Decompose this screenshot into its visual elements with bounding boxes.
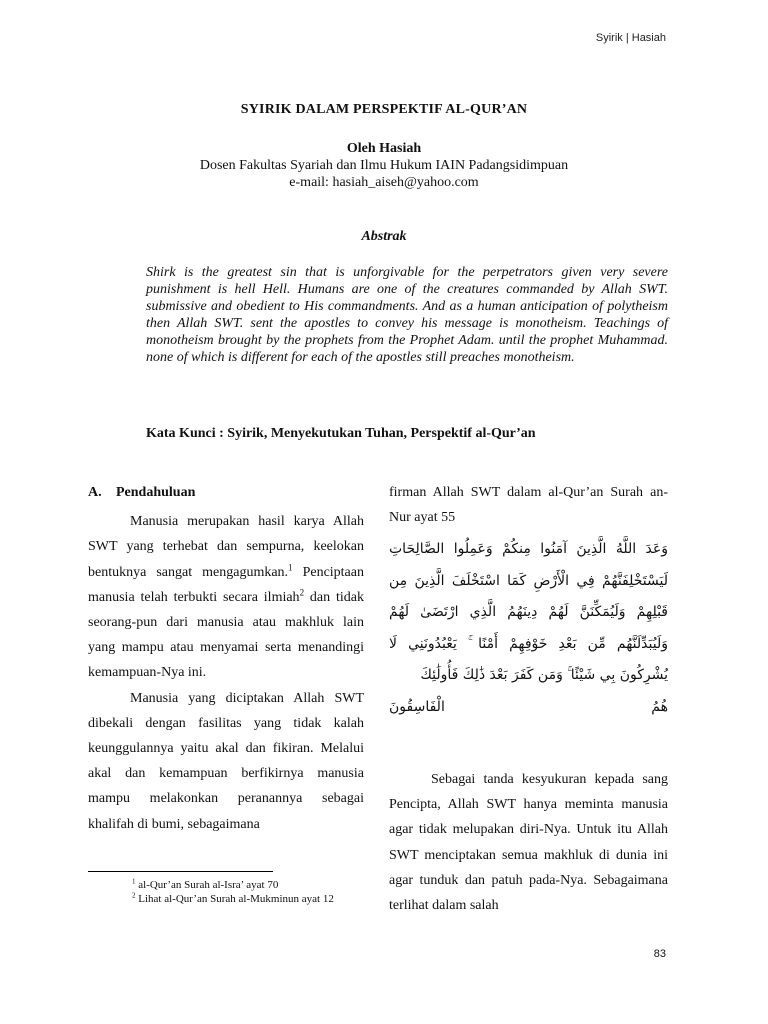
author-block	[0, 140, 768, 191]
gratitude-paragraph: Sebagai tanda kesyukuran kepada sang Pencipta, Allah SWT hanya meminta manusia agar tidak melupakan diri-Nya. Untuk itu Allah SWT menciptakan semua makhluk di dunia ini agar tunduk dan patuh pada-Nya. Sebagaimana terlihat dalam salah	[389, 771, 668, 913]
abstract-heading: Abstrak	[361, 229, 407, 244]
running-head: Syirik | Hasiah	[595, 32, 666, 44]
abstract-text: Shirk is the greatest sin that is unforgivable for the perpetrators given very severe punishment is hell Hell. Humans are one of the creatures commanded by Allah SWT. submissive and obedient to His commandments. And as a human anticipation of polytheism then Allah SWT. sent the apostles to convey his message is monotheism. Teachings of monotheism brought by the prophets from the Prophet Adam. until the prophet Muhammad. none of which is different for each of the apostles still preaches monotheism.	[146, 265, 668, 365]
footnote-1: $^1$ al-Qur’an Surah al-Isra’ ayat 70	[132, 877, 279, 891]
author-name: Oleh Hasiah	[346, 141, 422, 156]
verse-intro: firman Allah SWT dalam al-Qur’an Surah an-Nur ayat 55	[389, 485, 668, 526]
footnotes	[88, 878, 364, 906]
footnote-divider	[88, 871, 273, 872]
page-number: 83	[653, 948, 666, 960]
arabic-verse: وَعَدَ اللَّهُ الَّذِينَ آمَنُوا مِنكُمْ وَعَمِلُوا الصَّالِحَاتِ لَيَسْتَخْلِفَنَّهُمْ فِي الْأَرْضِ كَمَا اسْتَخْلَفَ الَّذِينَ مِن قَبْلِهِمْ وَلَيُمَكِّنَنَّ لَهُمْ دِينَهُمُ الَّذِي ارْتَضَىٰ لَهُمْ وَلَيُبَدِّلَنَّهُم مِّن بَعْدِ خَوْفِهِمْ أَمْنًا ۚ يَعْبُدُونَنِي لَا يُشْرِكُونَ بِي شَيْئًا ۚ وَمَن كَفَرَ بَعْدَ ذَٰلِكَ فَأُولَٰئِكَ	[389, 541, 668, 684]
right-column	[389, 480, 668, 918]
arabic-verse-end	[389, 692, 668, 723]
footnote-2: $^2$ Lihat al-Qur’an Surah al-Mukminun ayat 12	[132, 891, 334, 905]
footnote-ref-1: 1	[288, 561, 293, 572]
section-title: Pendahuluan	[116, 485, 196, 500]
keywords: Kata Kunci : Syirik, Menyekutukan Tuhan, Perspektif al-Qur’an	[146, 426, 536, 441]
intro-paragraph-1: Manusia merupakan hasil karya Allah SWT yang terhebat dan sempurna, keelokan bentuknya sangat mengagumkan.$^1$ Penciptaan manusia telah terbukti secara ilmiah$^2$ dan tidak seorang-pun dari manusia atau makhluk lain yang mampu atau menyamai serta menandingi kemampuan-Nya ini.	[88, 514, 364, 681]
left-column	[88, 480, 364, 837]
article-title: SYIRIK DALAM PERSPEKTIF AL-QUR’AN	[240, 102, 528, 117]
author-affiliation: Dosen Fakultas Syariah dan Ilmu Hukum IAIN Padangsidimpuan	[199, 158, 569, 173]
author-email: e-mail: hasiah_aiseh@yahoo.com	[289, 175, 479, 190]
section-heading	[88, 480, 364, 505]
arabic-verse-end-word-1: هُمُ	[651, 698, 668, 715]
footnote-ref-2: 2	[299, 587, 305, 598]
section-number: A.	[88, 485, 102, 500]
intro-paragraph-2: Manusia yang diciptakan Allah SWT dibekali dengan fasilitas yang tidak kalah keunggulannya yaitu akal dan fikiran. Melalui akal dan kemampuan berfikirnya manusia mampu melakonkan peranannya sebagai khalifah di bumi, sebagaimana	[88, 690, 364, 832]
arabic-verse-end-word-2: الْفَاسِقُونَ	[389, 698, 445, 715]
